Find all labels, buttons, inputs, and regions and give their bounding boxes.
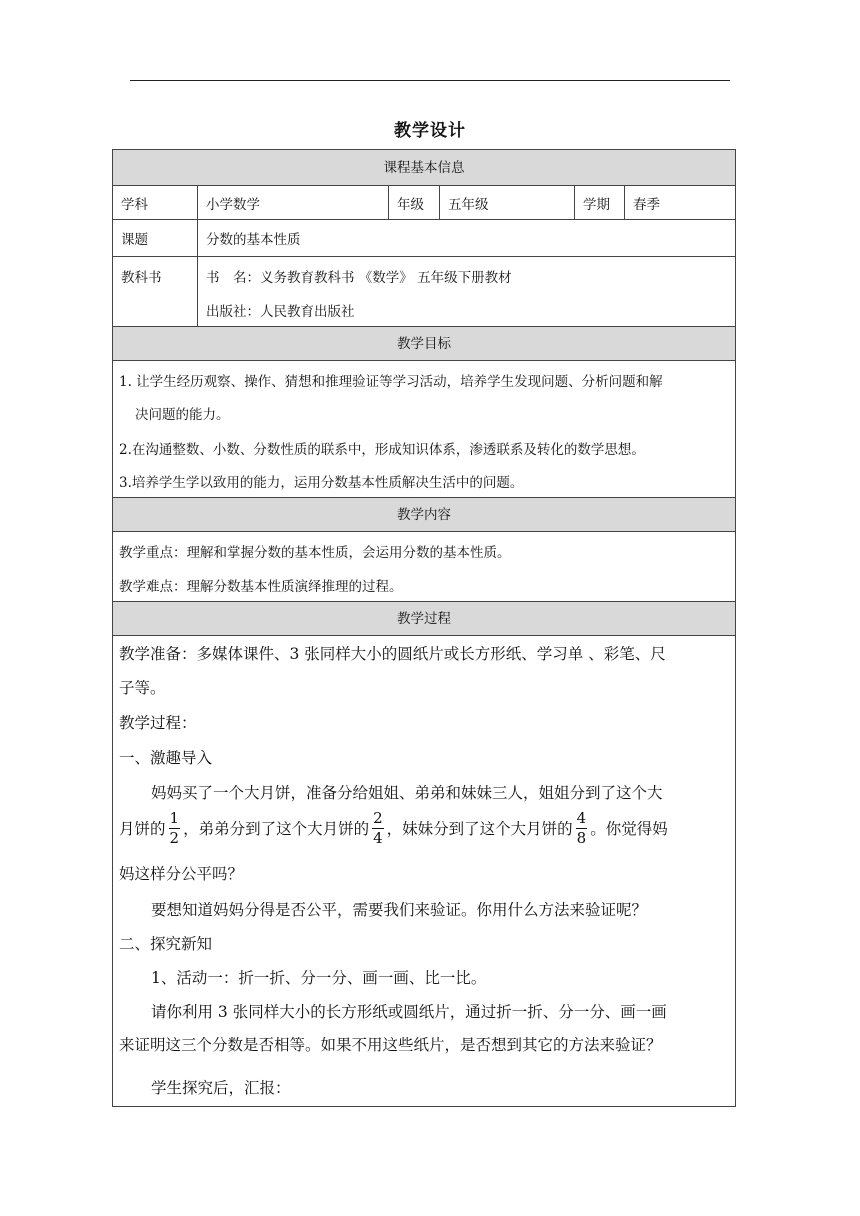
fraction-1-denominator: 2 [169,828,180,847]
section-objectives: 教学目标 [113,327,735,361]
story-text-a: 月饼的 [119,820,166,838]
prep-line-2: 子等。 [119,679,166,697]
fraction-four-eighths [576,808,588,847]
textbook-label: 教科书 [121,270,162,286]
grade-label: 年级 [388,186,439,219]
content-body [113,532,735,602]
part-1-title: 一、激趣导入 [119,749,213,767]
story-text-d: 。你觉得妈 [590,820,668,838]
part-2-title: 二、探究新知 [119,935,213,953]
story-line-3: 妈这样分公平吗？ [119,865,244,883]
section-content: 教学内容 [113,498,735,532]
textbook-title: 书 名：义务教育教科书 《数学》 五年级下册教材 [206,270,512,286]
header-rule [130,80,730,81]
document-title: 教学设计 [394,121,466,141]
objective-1-line-1: 1. 让学生经历观察、操作、猜想和推理验证等学习活动，培养学生发现问题、分析问题和解 [119,374,663,390]
story-text-c: ，妹妹分到了这个大月饼的 [386,820,573,838]
info-row-textbook [113,257,735,327]
subject-value: 小学数学 [197,186,388,219]
fraction-one-half [169,808,181,847]
info-row-subject [113,186,735,220]
fraction-3-numerator: 4 [576,808,587,827]
fraction-1-numerator: 1 [169,808,180,827]
term-value: 春季 [624,186,735,219]
fraction-3-denominator: 8 [576,828,587,847]
section-process: 教学过程 [113,602,735,636]
story-line-1: 妈妈买了一个大月饼，准备分给姐姐、弟弟和妹妹三人，姐姐分到了这个大 [151,784,663,802]
story-text-b: ，弟弟分到了这个大月饼的 [183,820,370,838]
prep-line-1: 教学准备：多媒体课件、3 张同样大小的圆纸片或长方形纸、学习单 、彩笔、尺 [119,645,666,663]
activity-1: 1、活动一：折一折、分一分、画一画、比一比。 [151,969,487,987]
story-line-2 [119,802,668,854]
process-body [113,636,735,1106]
objectives-body [113,361,735,498]
process-label: 教学过程： [119,714,197,732]
difficulty: 教学难点：理解分数基本性质演绎推理的过程。 [119,579,403,595]
grade-value: 五年级 [439,186,574,219]
topic-label: 课题 [121,232,148,248]
fraction-2-numerator: 2 [373,808,383,827]
objective-3: 3.培养学生学以致用的能力，运用分数基本性质解决生活中的问题。 [119,475,524,491]
fraction-2-denominator: 4 [373,828,383,847]
objective-2: 2.在沟通整数、小数、分数性质的联系中，形成知识体系，渗透联系及转化的数学思想。 [119,442,645,458]
objective-1-line-2: 决问题的能力。 [135,407,230,423]
lesson-table [112,149,736,1107]
textbook-value [197,257,735,326]
activity-line-1: 请你利用 3 张同样大小的长方形纸或圆纸片，通过折一折、分一分、画一画 [151,1003,667,1021]
verify-question: 要想知道妈妈分得是否公平，需要我们来验证。你用什么方法来验证呢？ [151,901,648,919]
section-basic-info: 课程基本信息 [113,150,735,186]
activity-line-2: 来证明这三个分数是否相等。如果不用这些纸片，是否想到其它的方法来验证？ [119,1036,662,1054]
fraction-two-fourths [372,808,384,847]
info-row-topic [113,220,735,257]
report-line: 学生探究后，汇报： [151,1079,291,1097]
key-point: 教学重点：理解和掌握分数的基本性质，会运用分数的基本性质。 [119,545,511,561]
subject-label: 学科 [121,196,148,213]
topic-value: 分数的基本性质 [197,220,735,256]
term-label: 学期 [574,186,624,219]
textbook-publisher: 出版社：人民教育出版社 [206,304,355,320]
